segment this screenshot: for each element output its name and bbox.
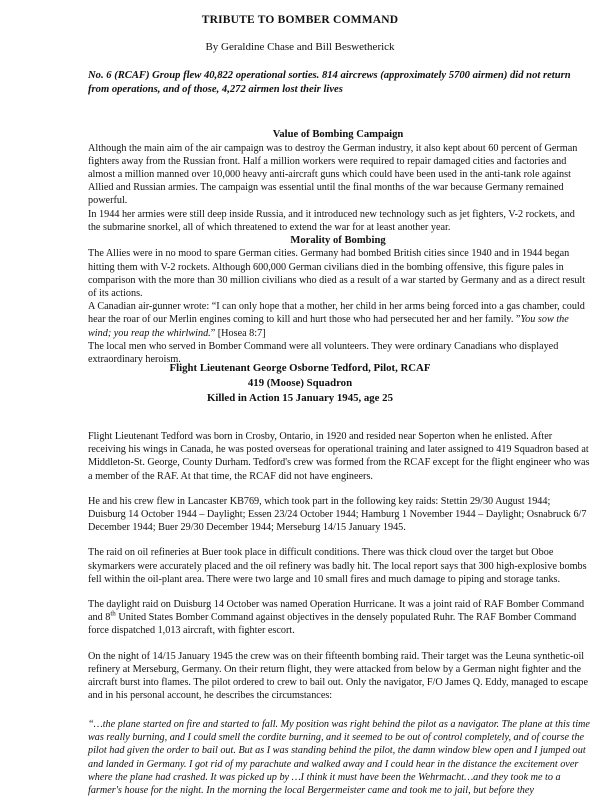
paragraph: On the night of 14/15 January 1945 the crew was on their fifteenth bombing raid. Their target was the Leuna synthetic-oil refinery at Merseburg, Germany. On their return flight, they were attacked from below by a German night fighter and the aircraft burst into flames. The pilot ordered to crew to bail out. Only the navigator, F/O James Q. Eddy, managed to escape and in his personal account, he describes the circumstances:	[88, 650, 589, 702]
quote-italic: You sow the wind; you reap the whirlwind.	[88, 314, 569, 339]
section-value-of-bombing	[88, 128, 588, 366]
document-title: TRIBUTE TO BOMBER COMMAND	[201, 14, 399, 26]
paragraph: Although the main aim of the air campaign was to destroy the German industry, it also kept about 60 percent of German fighters away from the Russian front. Half a million workers were required to repair damaged cities and factories and almost a million manned over 10,000 heavy anti-aircraft guns which could have been used in the anti-tank role against Allied and Russian armies. The campaign was essential until the final months of the war because Germany remained powerful.	[88, 142, 578, 207]
pilot-squadron: 419 (Moose) Squadron	[247, 377, 353, 389]
paragraph: Flight Lieutenant Tedford was born in Crosby, Ontario, in 1920 and resided near Soperton when he enlisted. After receiving his wings in Canada, he was posted overseas for operational training and later assigned to 419 Squadron based at Middleton-St. George, County Durham. Tedford's crew was formed from the RCAF except for the flight engineer who was a member of the RAF. At that time, the RCAF did not have engineers.	[88, 431, 590, 482]
paragraph	[88, 598, 590, 638]
section-heading-morality: Morality of Bombing	[290, 234, 386, 246]
intro-statement: No. 6 (RCAF) Group flew 40,822 operational sorties. 814 aircrews (approximately 5700 airmen) did not return from operations, and of those, 4,272 airmen lost their lives	[88, 70, 571, 95]
pilot-header	[0, 361, 600, 406]
paragraph: In 1944 her armies were still deep inside Russia, and it introduced new technology such as jet fighters, V-2 rockets, and the submarine snorkel, all of which threatened to extend the war for at least another year.	[88, 208, 575, 233]
text: The daylight raid on Duisburg 14 October was named Operation Hurricane. It was a joint raid of RAF Bomber Command and 8	[88, 599, 585, 624]
text: United States Bomber Command against objectives in the densely populated Ruhr. The RAF Bomber Command force dispatched 1,013 aircraft, with fighter escort.	[88, 612, 577, 637]
quote-citation: ” [Hosea 8:7]	[210, 327, 266, 339]
pilot-name: Flight Lieutenant George Osborne Tedford, Pilot, RCAF	[169, 362, 431, 374]
paragraph: He and his crew flew in Lancaster KB769, which took part in the following key raids: Stettin 29/30 August 1944; Duisburg 14 October 1944 – Daylight; Essen 23/24 October 1944; Hamburg 1 November 1944 – Daylight; Osnabruck 6/7 December 1944; Buer 29/30 December 1944; Merseburg 14/15 January 1945.	[88, 495, 587, 534]
superscript: th	[110, 609, 116, 618]
air-gunner-quote-paragraph	[88, 300, 588, 340]
navigator-quote: “…the plane started on fire and started to fall. My position was right behind the pilot as a navigator. The plane at this time was really burning, and I could smell the cordite burning, and it seemed to be out of control completely, and of course the pilot had given the order to bail out. But as I was standing behind the pilot, the damn window blew open and I jumped out and landed in Germany. I got rid of my parachute and walked away and I could hear in the distance the excitement over where the plane had crashed. It was picked up by …I think it must have been the Wehrmacht…and they took me to a farmer's house for the night. In the morning the local Bergermeister came and took me to jail, but before they	[88, 719, 590, 797]
pilot-killed: Killed in Action 15 January 1945, age 25	[207, 392, 393, 404]
paragraph: The local men who served in Bomber Command were all volunteers. They were ordinary Canadians who displayed extraordinary heroism.	[88, 340, 559, 366]
quote-text: A Canadian air-gunner wrote: “I can only hope that a mother, her child in her arms being forced into a gas chamber, could hear the roar of our Merlin engines coming to kill and hurt those who had persecuted her and her family. ”	[88, 301, 585, 326]
section-heading-value: Value of Bombing Campaign	[272, 129, 404, 140]
byline: By Geraldine Chase and Bill Beswetherick	[205, 41, 395, 53]
paragraph: The Allies were in no mood to spare German cities. Germany had bombed British cities since 1940 and in 1944 began hitting them with V-2 rockets. Although 600,000 German civilians died in the bombing offensive, this figure pales in comparison with the more than 30 million civilians who died as a result of a war started by Germany and as a direct result of its actions.	[88, 248, 586, 300]
paragraph: The raid on oil refineries at Buer took place in difficult conditions. There was thick cloud over the target but Oboe skymarkers were accurately placed and the oil refinery was badly hit. The local report says that 300 high-explosive bombs fell within the oil-plant area. There were two large and 10 small fires and much damage to piping and storage tanks.	[88, 547, 587, 585]
biography-body	[88, 430, 590, 714]
